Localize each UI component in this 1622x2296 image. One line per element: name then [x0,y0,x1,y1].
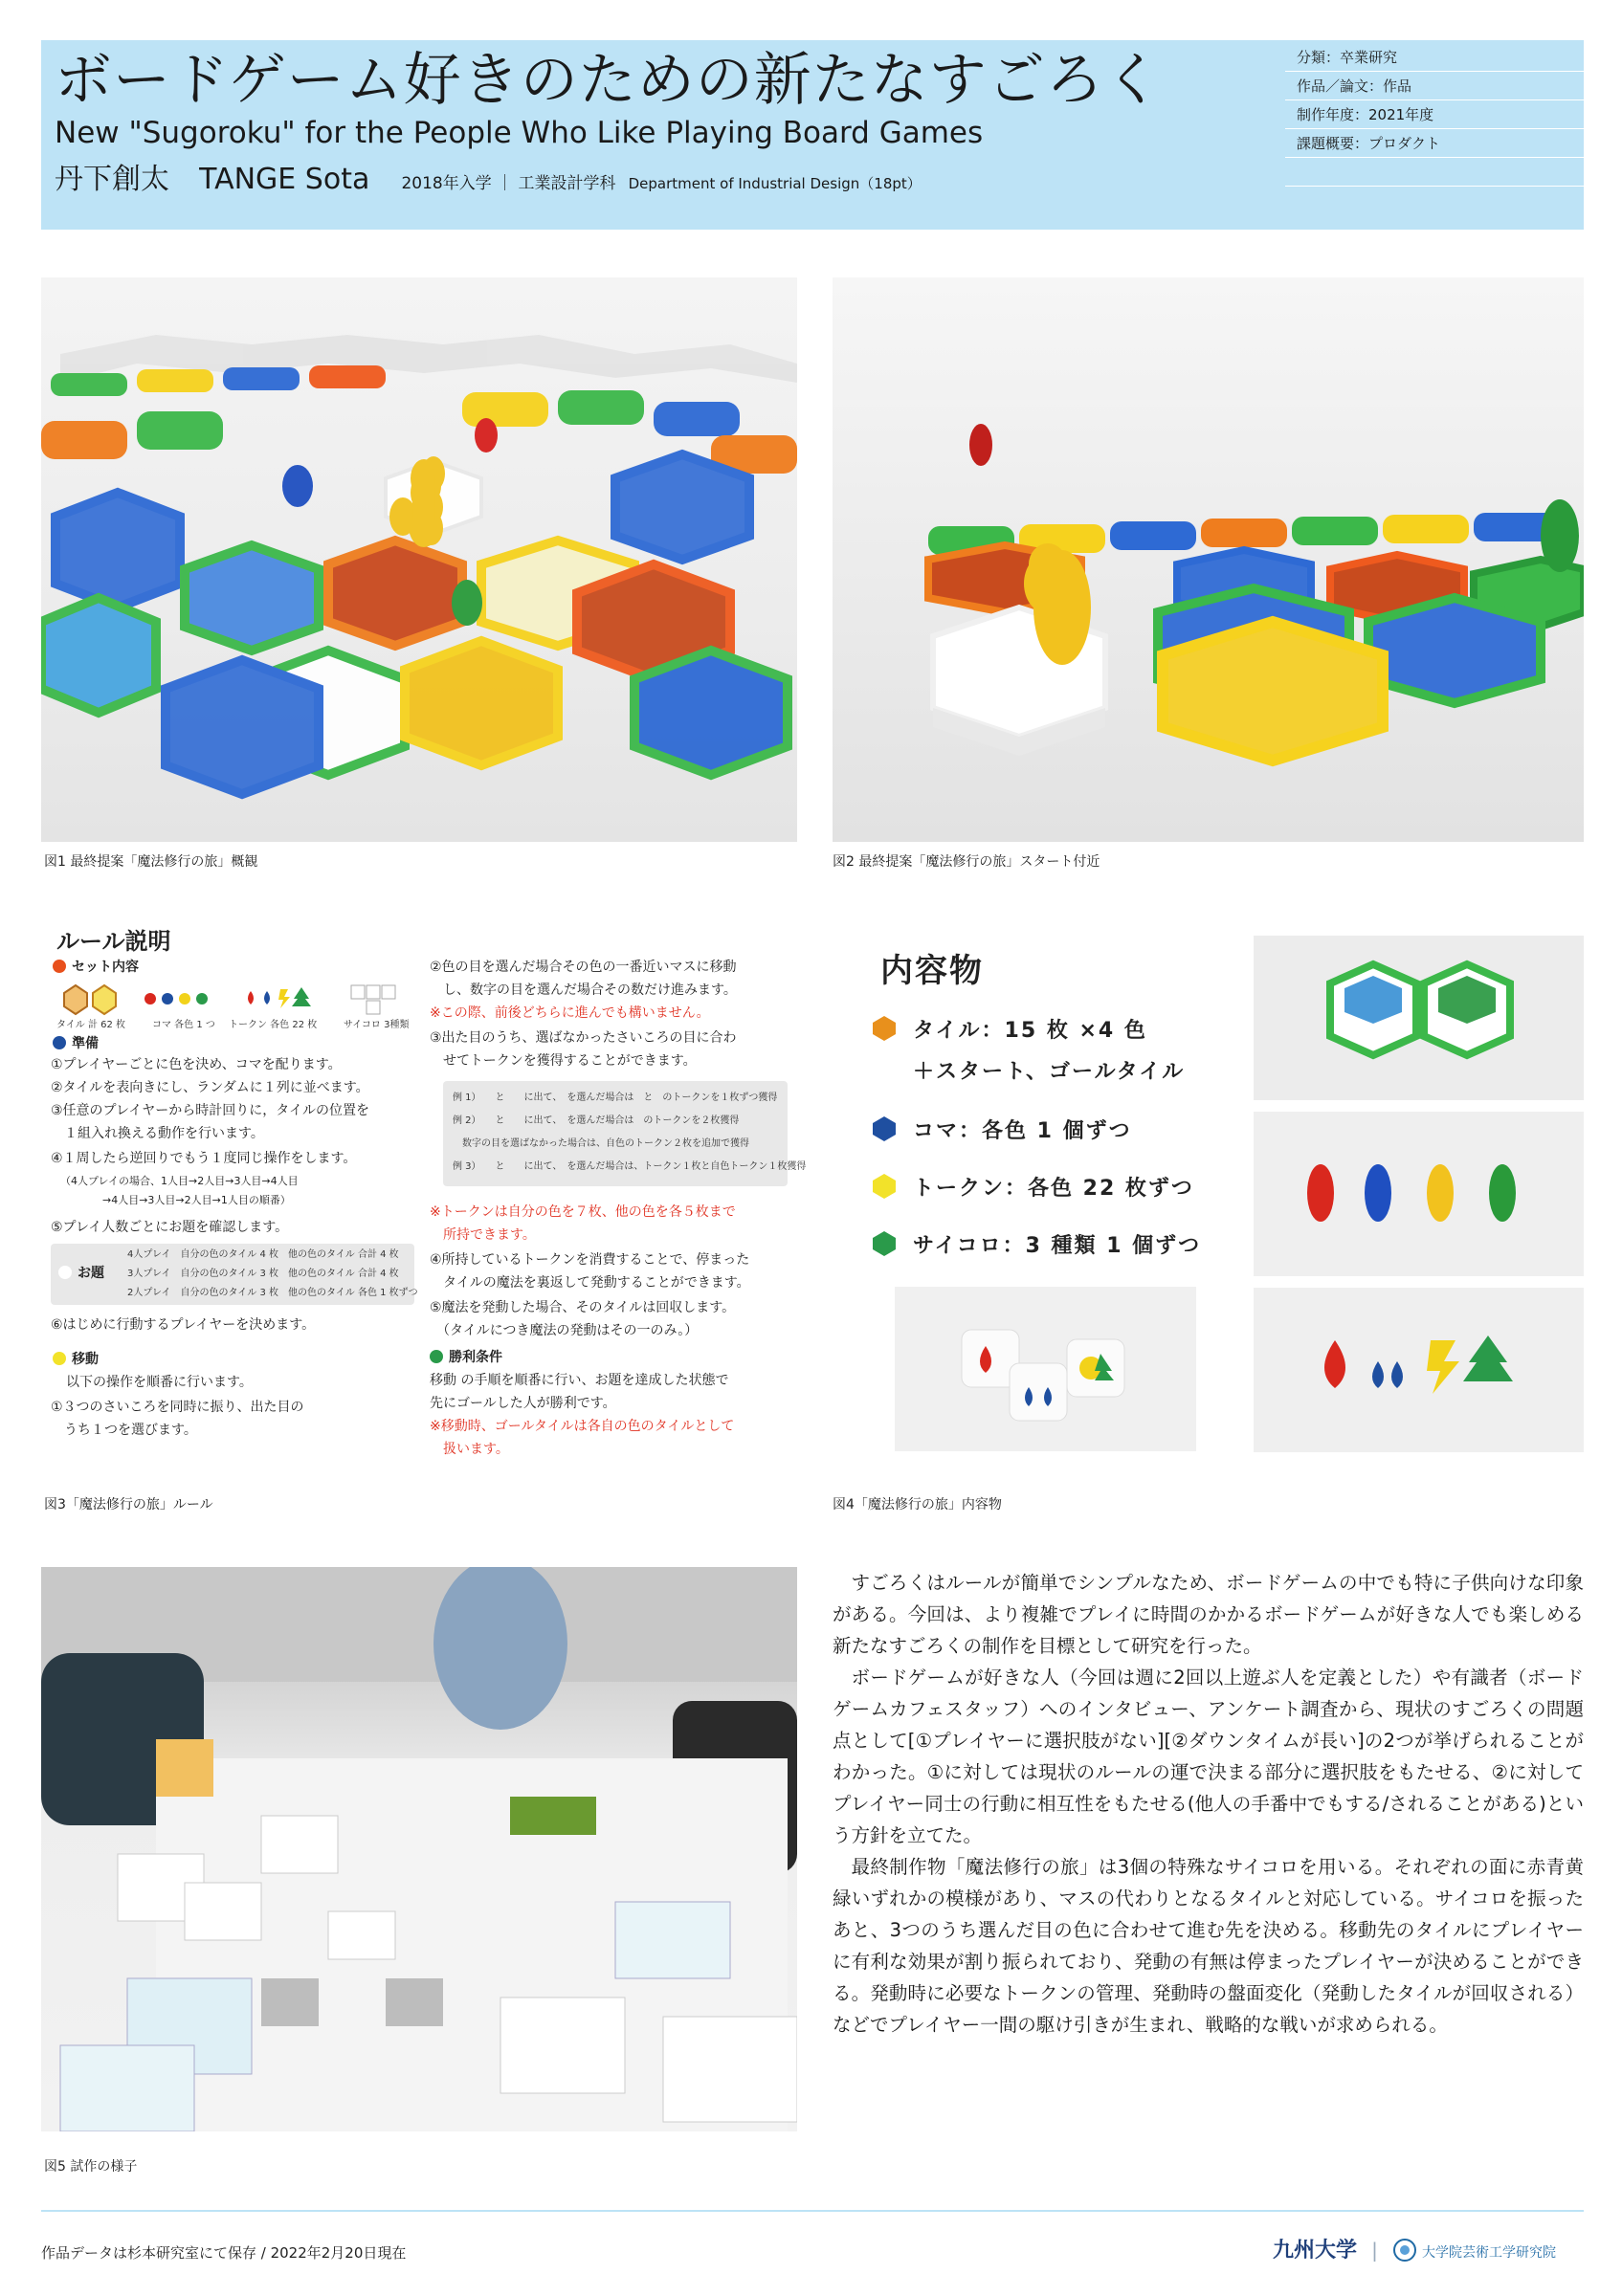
meta-type: 作品／論文：作品 [1285,73,1584,100]
header-band [41,40,1584,230]
prep-line-1: ①プレイヤーごとに色を決め、コマを配ります。 [51,1057,342,1072]
faculty-emblem-icon [1392,2238,1417,2263]
footer-separator: | [1371,2239,1378,2262]
contents-item-tokens [871,1172,1194,1202]
orange-hex-icon [871,1015,898,1042]
tokens-illustration [1254,1288,1584,1452]
win-red-1: ※移動時、ゴールタイルは各自の色のタイルとして [430,1419,735,1434]
footer-logos [1273,2234,1556,2263]
photo-pieces [1254,1112,1584,1276]
rule-r-red-2b: 所持できます。 [430,1227,536,1243]
rule-r-red-2a: ※トークンは自分の色を７枚、他の色を各５枚まで [430,1204,736,1220]
author-name-ja: 丹下創太 [55,163,169,196]
example-3: 例 3） と に出て、 を選んだ場合は、トークン１枚と自色トークン１枚獲得 [453,1161,807,1172]
blue-hex-icon [871,1115,898,1142]
rule-r-line-2: し、数字の目を選んだ場合その数だけ進みます。 [430,982,737,998]
photo-tiles [1254,936,1584,1100]
move-line-3: うち１つを選びます。 [51,1423,197,1438]
odai-heading [58,1263,104,1284]
win-red-2: 扱います。 [430,1442,509,1457]
move-heading [53,1349,99,1370]
photo-prototype-playtest [41,1567,797,2131]
university-logo-text: 九州大学 [1273,2239,1358,2263]
contents-item-pieces [871,1115,1132,1144]
meta-category: 分類：卒業研究 [1285,44,1584,72]
contents-dice-text: サイコロ：3 種類 1 個ずつ [913,1234,1202,1258]
playtest-illustration [41,1567,797,2131]
odai-label: お題 [78,1266,104,1281]
example-2: 例 2） と に出て、 を選んだ場合は のトークンを２枚獲得 [453,1115,740,1126]
prep-line-4: １組入れ換える動作を行います。 [51,1126,264,1141]
photo-dice [895,1287,1196,1451]
board-tiles-illustration [41,277,797,842]
graduate-school-text: 大学院芸術工学研究院 [1422,2245,1557,2261]
title-ja: ボードゲーム好きのための新たなすごろく [55,47,1163,114]
blue-bullet-icon [53,1036,66,1049]
win-heading [430,1347,502,1368]
contents-panel [833,933,1234,1468]
body-paragraph-3: 最終制作物「魔法修行の旅」は3個の特殊なサイコロを用いる。それぞれの面に赤青黄緑いずれかの模様があり、マスの代わりとなるタイルと対応している。サイコロを振ったあと、3つのうち選んだ目の色に合わせて進む先を決める。移動先のタイルにプレイヤーに有利な効果が割り振られており、発動の有無は停まったプレイヤーが決めることができる。発動時に必要なトークンの管理、発動時の盤面変化（発動したタイルが回収される）などでプレイヤー一間の駆け引きが生まれ、戦略的な戦いが求められる。 [833,1856,1584,2036]
move-label: 移動 [72,1352,99,1367]
odai-4p: 4人プレイ 自分の色のタイル 4 枚 他の色のタイル 合計 4 枚 [127,1249,399,1260]
caption-fig2: 図2 最終提案「魔法修行の旅」スタート付近 [833,854,1100,870]
body-paragraph-1: すごろくはルールが簡単でシンプルなため、ボードゲームの中でも特に子供向けな印象がある。今回は、より複雑でプレイに時間のかかるボードゲームが好きな人でも楽しめる新たなすごろくの制作を目標として研究を行った。 [833,1572,1584,1657]
body-paragraph-2: ボードゲームが好きな人（今回は週に2回以上遊ぶ人を定義とした）や有識者（ボードゲームカフェスタッフ）へのインタビュー、アンケート調査から、現状のすごろくの問題点として[①プレイヤーに選択肢がない][②ダウンタイムが長い]の2つが挙げられることがわかった。①に対しては現状のルールの運で決まる部分に選択肢をもたせる、②に対してプレイヤー同士の行動に相互性をもたせる(他人の手番中でもする/されることがある)という方針を立てた。 [833,1667,1584,1846]
photo-tokens [1254,1288,1584,1452]
set-contents-heading [53,957,139,978]
rule-r-line-4: せてトークンを獲得することができます。 [430,1053,697,1069]
rule-r-red-1: ※この際、前後どちらに進んでも構いません。 [430,1005,710,1021]
body-text [833,1567,1584,2041]
yellow-hex-icon [871,1173,898,1200]
prep-label: 準備 [72,1036,99,1051]
meta-blank [1285,159,1584,187]
author-row [55,155,922,197]
rule-r-line-7: ⑤魔法を発動した場合、そのタイルは回収します。 [430,1300,736,1315]
orange-bullet-icon [53,960,66,973]
rule-r-line-8: （タイルにつき魔法の発動はその一のみ。） [430,1323,699,1338]
contents-item-start-goal: ＋スタート、ゴールタイル [913,1060,1186,1084]
contents-pieces-text: コマ：各色 1 個ずつ [913,1119,1132,1143]
prep-line-8: ⑤プレイ人数ごとにお題を確認します。 [51,1220,289,1235]
green-hex-icon [871,1230,898,1257]
title-en: New "Sugoroku" for the People Who Like Playing Board Games [55,116,984,150]
pieces-illustration [1254,1112,1584,1276]
meta-summary: 課題概要：プロダクト [1285,130,1584,158]
dice-illustration [895,1287,1196,1451]
yellow-bullet-icon [53,1352,66,1365]
caption-fig3: 図3「魔法修行の旅」ルール [44,1497,213,1512]
contents-item-dice [871,1229,1201,1259]
move-line-2: ①３つのさいころを同時に振り、出た目の [51,1400,304,1415]
department-en: Department of Industrial Design（18pt） [628,175,922,192]
set-label-pieces: コマ 各色 1 つ [152,1020,215,1030]
prep-line-7: →4人目→3人目→2人目→1人目の順番） [60,1194,291,1206]
example-1: 例 1） と に出て、 を選んだ場合は と のトークンを１枚ずつ獲得 [453,1093,778,1103]
contents-item-tiles [871,1014,1147,1044]
meta-year: 制作年度：2021年度 [1285,101,1584,129]
set-label-tiles: タイル 計 62 枚 [56,1020,126,1030]
tiles-illustration [1254,936,1584,1100]
prep-line-3: ③任意のプレイヤーから時計回りに，タイルの位置を [51,1103,370,1118]
set-contents-label: セット内容 [72,960,139,975]
win-label: 勝利条件 [449,1350,502,1365]
example-2-note: 数字の目を選ばなかった場合は、自色のトークン２枚を追加で獲得 [453,1138,749,1149]
move-line-1: 以下の操作を順番に行います。 [66,1375,253,1390]
win-line-1: 移動 の手順を順番に行い、お題を達成した状態で [430,1373,729,1388]
rule-r-line-5: ④所持しているトークンを消費することで、停まった [430,1252,750,1268]
footer-note: 作品データは杉本研究室にて保存 / 2022年2月20日現在 [41,2244,407,2262]
set-contents-icons [55,980,456,1022]
contents-title: 内容物 [880,952,984,990]
enrollment-department: 2018年入学 ｜ 工業設計学科 [401,174,616,193]
rule-r-line-3: ③出た目のうち、選ばなかったさいころの目に合わ [430,1030,737,1046]
prep-line-5: ④１周したら逆回りでもう１度同じ操作をします。 [51,1151,357,1166]
green-bullet-icon [430,1350,443,1363]
footer-divider [41,2210,1584,2212]
caption-fig4: 図4「魔法修行の旅」内容物 [833,1497,1002,1512]
contents-tiles-text: タイル：15 枚 ×4 色 [913,1019,1147,1043]
white-bullet-icon [58,1266,72,1279]
rule-r-line-6: タイルの魔法を裏返して発動することができます。 [430,1275,750,1291]
meta-panel [1285,40,1584,230]
prep-line-2: ②タイルを表向きにし、ランダムに１列に並べます。 [51,1080,369,1095]
contents-tokens-text: トークン：各色 22 枚ずつ [913,1177,1194,1201]
rules-title: ルール説明 [56,928,171,955]
rules-panel [41,909,807,1464]
set-label-dice: サイコロ 3種類 [344,1020,410,1030]
author-name-en: TANGE Sota [199,163,370,196]
photo-start-area [833,277,1584,842]
set-label-tokens: トークン 各色 22 枚 [229,1020,318,1030]
win-line-2: 先にゴールした人が勝利です。 [430,1396,616,1411]
prep-heading [53,1033,99,1054]
start-area-illustration [833,277,1584,842]
photo-board-overview [41,277,797,842]
rule-r-line-1: ②色の目を選んだ場合その色の一番近いマスに移動 [430,960,737,975]
after-odai-line: ⑥はじめに行動するプレイヤーを決めます。 [51,1317,316,1333]
prep-line-6: （4人プレイの場合、1人目→2人目→3人目→4人目 [60,1175,299,1187]
odai-2p: 2人プレイ 自分の色のタイル 3 枚 他の色のタイル 各色 1 枚ずつ [127,1288,418,1298]
caption-fig1: 図1 最終提案「魔法修行の旅」概観 [44,854,258,870]
caption-fig5: 図5 試作の様子 [44,2159,138,2175]
odai-3p: 3人プレイ 自分の色のタイル 3 枚 他の色のタイル 合計 4 枚 [127,1269,399,1279]
